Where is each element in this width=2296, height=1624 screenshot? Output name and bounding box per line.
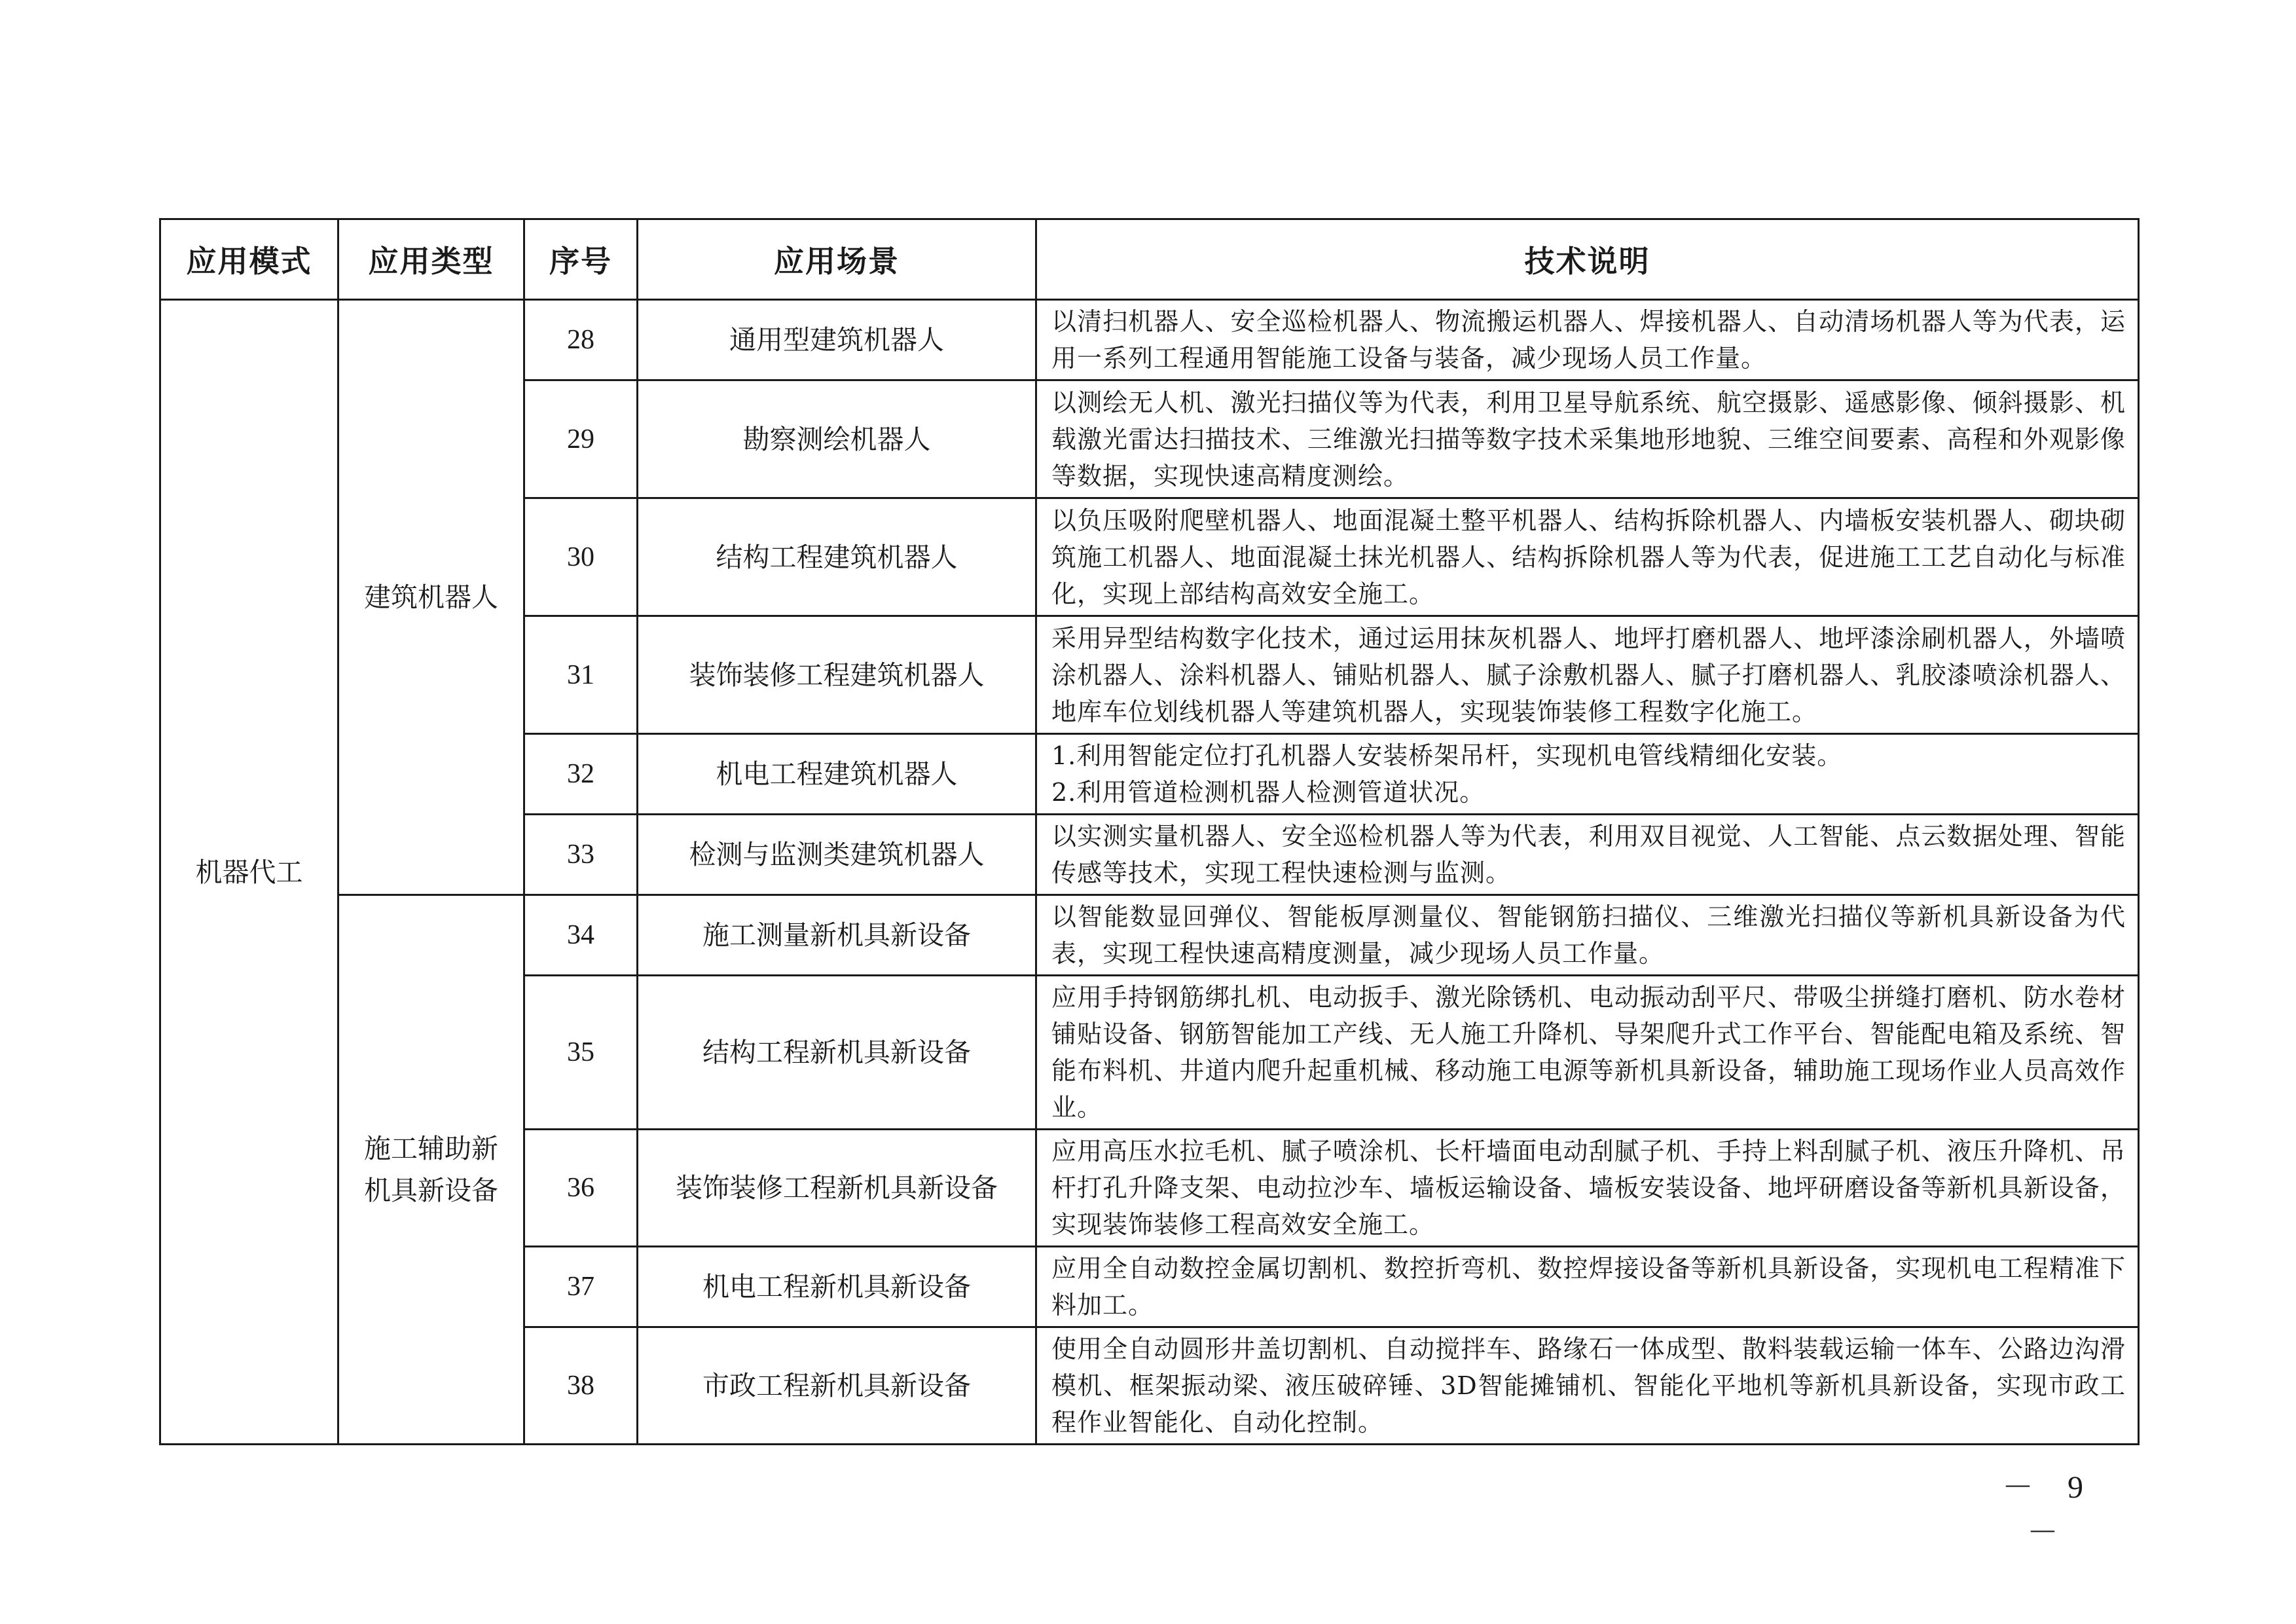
header-scene: 应用场景	[638, 219, 1036, 300]
row-desc: 采用异型结构数字化技术，通过运用抹灰机器人、地坪打磨机器人、地坪漆涂刷机器人，外墙喷涂机器人、涂料机器人、铺贴机器人、腻子涂敷机器人、腻子打磨机器人、乳胶漆喷涂机器人、地库车位划线机器人等建筑机器人，实现装饰装修工程数字化施工。	[1036, 616, 2139, 734]
desc-line-2: 2.利用管道检测机器人检测管道状况。	[1051, 778, 1485, 807]
type-cell-equipment: 施工辅助新机具新设备	[338, 895, 524, 1445]
row-desc	[1036, 734, 2139, 815]
row-no: 37	[524, 1247, 638, 1327]
row-desc: 以实测实量机器人、安全巡检机器人等为代表，利用双目视觉、人工智能、点云数据处理、智能传感等技术，实现工程快速检测与监测。	[1036, 815, 2139, 895]
row-no: 38	[524, 1327, 638, 1445]
row-scene: 市政工程新机具新设备	[638, 1327, 1036, 1445]
row-no: 36	[524, 1130, 638, 1247]
row-scene: 结构工程建筑机器人	[638, 498, 1036, 616]
row-no: 31	[524, 616, 638, 734]
row-scene: 检测与监测类建筑机器人	[638, 815, 1036, 895]
header-type: 应用类型	[338, 219, 524, 300]
type-cell-robots: 建筑机器人	[338, 300, 524, 895]
header-desc: 技术说明	[1036, 219, 2139, 300]
row-desc: 应用高压水拉毛机、腻子喷涂机、长杆墙面电动刮腻子机、手持上料刮腻子机、液压升降机、吊杆打孔升降支架、电动拉沙车、墙板运输设备、墙板安装设备、地坪研磨设备等新机具新设备，实现装饰装修工程高效安全施工。	[1036, 1130, 2139, 1247]
header-row	[160, 219, 2139, 300]
row-no: 34	[524, 895, 638, 976]
row-desc: 使用全自动圆形井盖切割机、自动搅拌车、路缘石一体成型、散料装载运输一体车、公路边沟滑模机、框架振动梁、液压破碎锤、3D智能摊铺机、智能化平地机等新机具新设备，实现市政工程作业智能化、自动化控制。	[1036, 1327, 2139, 1445]
row-no: 35	[524, 976, 638, 1130]
row-scene: 机电工程建筑机器人	[638, 734, 1036, 815]
row-scene: 机电工程新机具新设备	[638, 1247, 1036, 1327]
row-scene: 装饰装修工程建筑机器人	[638, 616, 1036, 734]
row-no: 33	[524, 815, 638, 895]
row-desc: 以智能数显回弹仪、智能板厚测量仪、智能钢筋扫描仪、三维激光扫描仪等新机具新设备为代表，实现工程快速高精度测量，减少现场人员工作量。	[1036, 895, 2139, 976]
row-no: 29	[524, 380, 638, 498]
header-no: 序号	[524, 219, 638, 300]
row-no: 28	[524, 300, 638, 380]
desc-line-1: 1.利用智能定位打孔机器人安装桥架吊杆，实现机电管线精细化安装。	[1051, 741, 1843, 770]
table-row	[160, 300, 2139, 380]
row-desc: 以清扫机器人、安全巡检机器人、物流搬运机器人、焊接机器人、自动清场机器人等为代表，运用一系列工程通用智能施工设备与装备，减少现场人员工作量。	[1036, 300, 2139, 380]
table-row	[160, 895, 2139, 976]
row-desc: 以负压吸附爬壁机器人、地面混凝土整平机器人、结构拆除机器人、内墙板安装机器人、砌块砌筑施工机器人、地面混凝土抹光机器人、结构拆除机器人等为代表，促进施工工艺自动化与标准化，实现上部结构高效安全施工。	[1036, 498, 2139, 616]
row-desc: 应用全自动数控金属切割机、数控折弯机、数控焊接设备等新机具新设备，实现机电工程精准下料加工。	[1036, 1247, 2139, 1327]
row-scene: 结构工程新机具新设备	[638, 976, 1036, 1130]
row-scene: 装饰装修工程新机具新设备	[638, 1130, 1036, 1247]
row-no: 30	[524, 498, 638, 616]
mode-cell: 机器代工	[160, 300, 338, 1445]
row-scene: 通用型建筑机器人	[638, 300, 1036, 380]
row-scene: 勘察测绘机器人	[638, 380, 1036, 498]
header-mode: 应用模式	[160, 219, 338, 300]
data-table	[159, 218, 2140, 1445]
row-no: 32	[524, 734, 638, 815]
row-desc: 应用手持钢筋绑扎机、电动扳手、激光除锈机、电动振动刮平尺、带吸尘拼缝打磨机、防水卷材铺贴设备、钢筋智能加工产线、无人施工升降机、导架爬升式工作平台、智能配电箱及系统、智能布料机、井道内爬升起重机械、移动施工电源等新机具新设备，辅助施工现场作业人员高效作业。	[1036, 976, 2139, 1130]
page-number: － 9 －	[2001, 1470, 2096, 1550]
row-scene: 施工测量新机具新设备	[638, 895, 1036, 976]
row-desc: 以测绘无人机、激光扫描仪等为代表，利用卫星导航系统、航空摄影、遥感影像、倾斜摄影、机载激光雷达扫描技术、三维激光扫描等数字技术采集地形地貌、三维空间要素、高程和外观影像等数据，实现快速高精度测绘。	[1036, 380, 2139, 498]
